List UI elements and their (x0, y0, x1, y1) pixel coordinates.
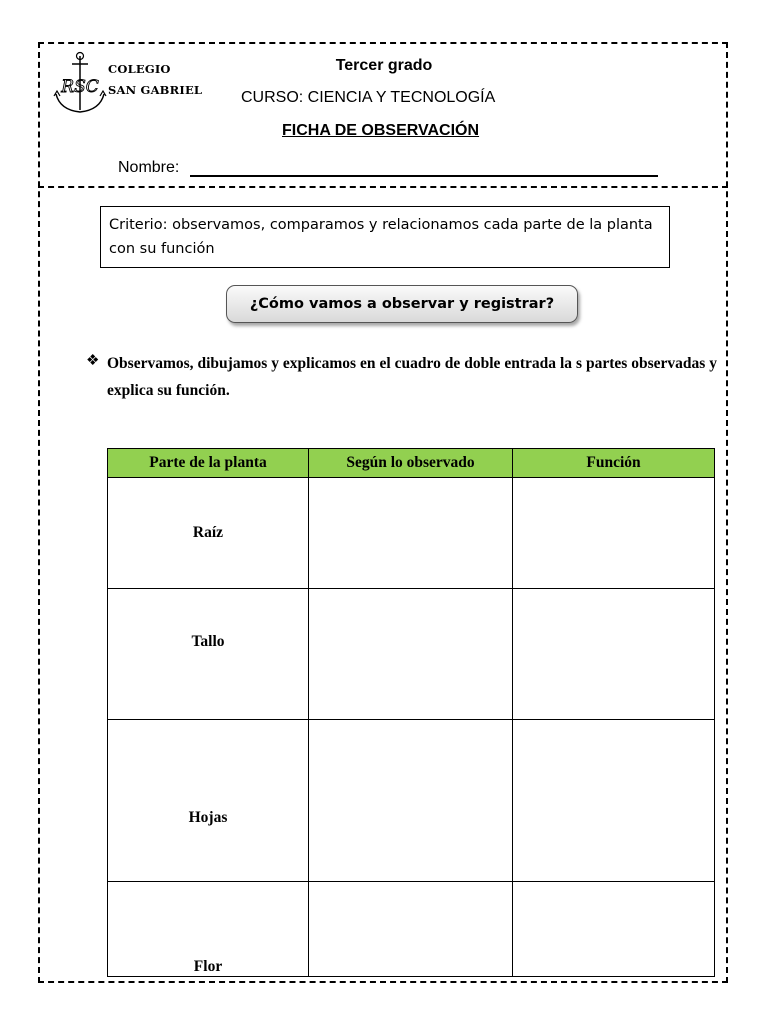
observed-cell[interactable] (309, 478, 513, 589)
function-cell[interactable] (513, 882, 715, 977)
part-cell: Flor (108, 882, 309, 977)
part-cell: Raíz (108, 478, 309, 589)
criterion-box: Criterio: observamos, comparamos y relacionamos cada parte de la planta con su función (100, 206, 670, 268)
header-divider (38, 186, 728, 188)
name-field-line[interactable] (190, 175, 658, 177)
sheet-title: FICHA DE OBSERVACIÓN (282, 122, 480, 139)
name-label: Nombre: (118, 159, 180, 176)
table-row (108, 589, 715, 720)
table-header-row (108, 449, 715, 478)
instruction-text: Observamos, dibujamos y explicamos en el cuadro de doble entrada la s partes observadas y explica su función. (107, 355, 717, 399)
observed-cell[interactable] (309, 589, 513, 720)
part-cell: Tallo (108, 589, 309, 720)
how-to-observe-banner: ¿Cómo vamos a observar y registrar? (226, 285, 578, 323)
column-header-part: Parte de la planta (108, 449, 309, 478)
function-cell[interactable] (513, 478, 715, 589)
observed-cell[interactable] (309, 882, 513, 977)
course-title: CURSO: CIENCIA Y TECNOLOGÍA (241, 89, 496, 106)
part-cell: Hojas (108, 720, 309, 882)
column-header-function: Función (513, 449, 715, 478)
observed-cell[interactable] (309, 720, 513, 882)
bullet-diamond-icon: ❖ (86, 352, 100, 369)
svg-text:RSC: RSC (61, 77, 99, 97)
grade-title: Tercer grado (335, 57, 433, 74)
column-header-observed: Según lo observado (309, 449, 513, 478)
school-name-line2: SAN GABRIEL (108, 83, 203, 97)
function-cell[interactable] (513, 589, 715, 720)
table-row (108, 478, 715, 589)
function-cell[interactable] (513, 720, 715, 882)
table-row (108, 882, 715, 977)
school-name-line1: COLEGIO (108, 62, 171, 76)
observation-table (107, 448, 715, 977)
table-row (108, 720, 715, 882)
